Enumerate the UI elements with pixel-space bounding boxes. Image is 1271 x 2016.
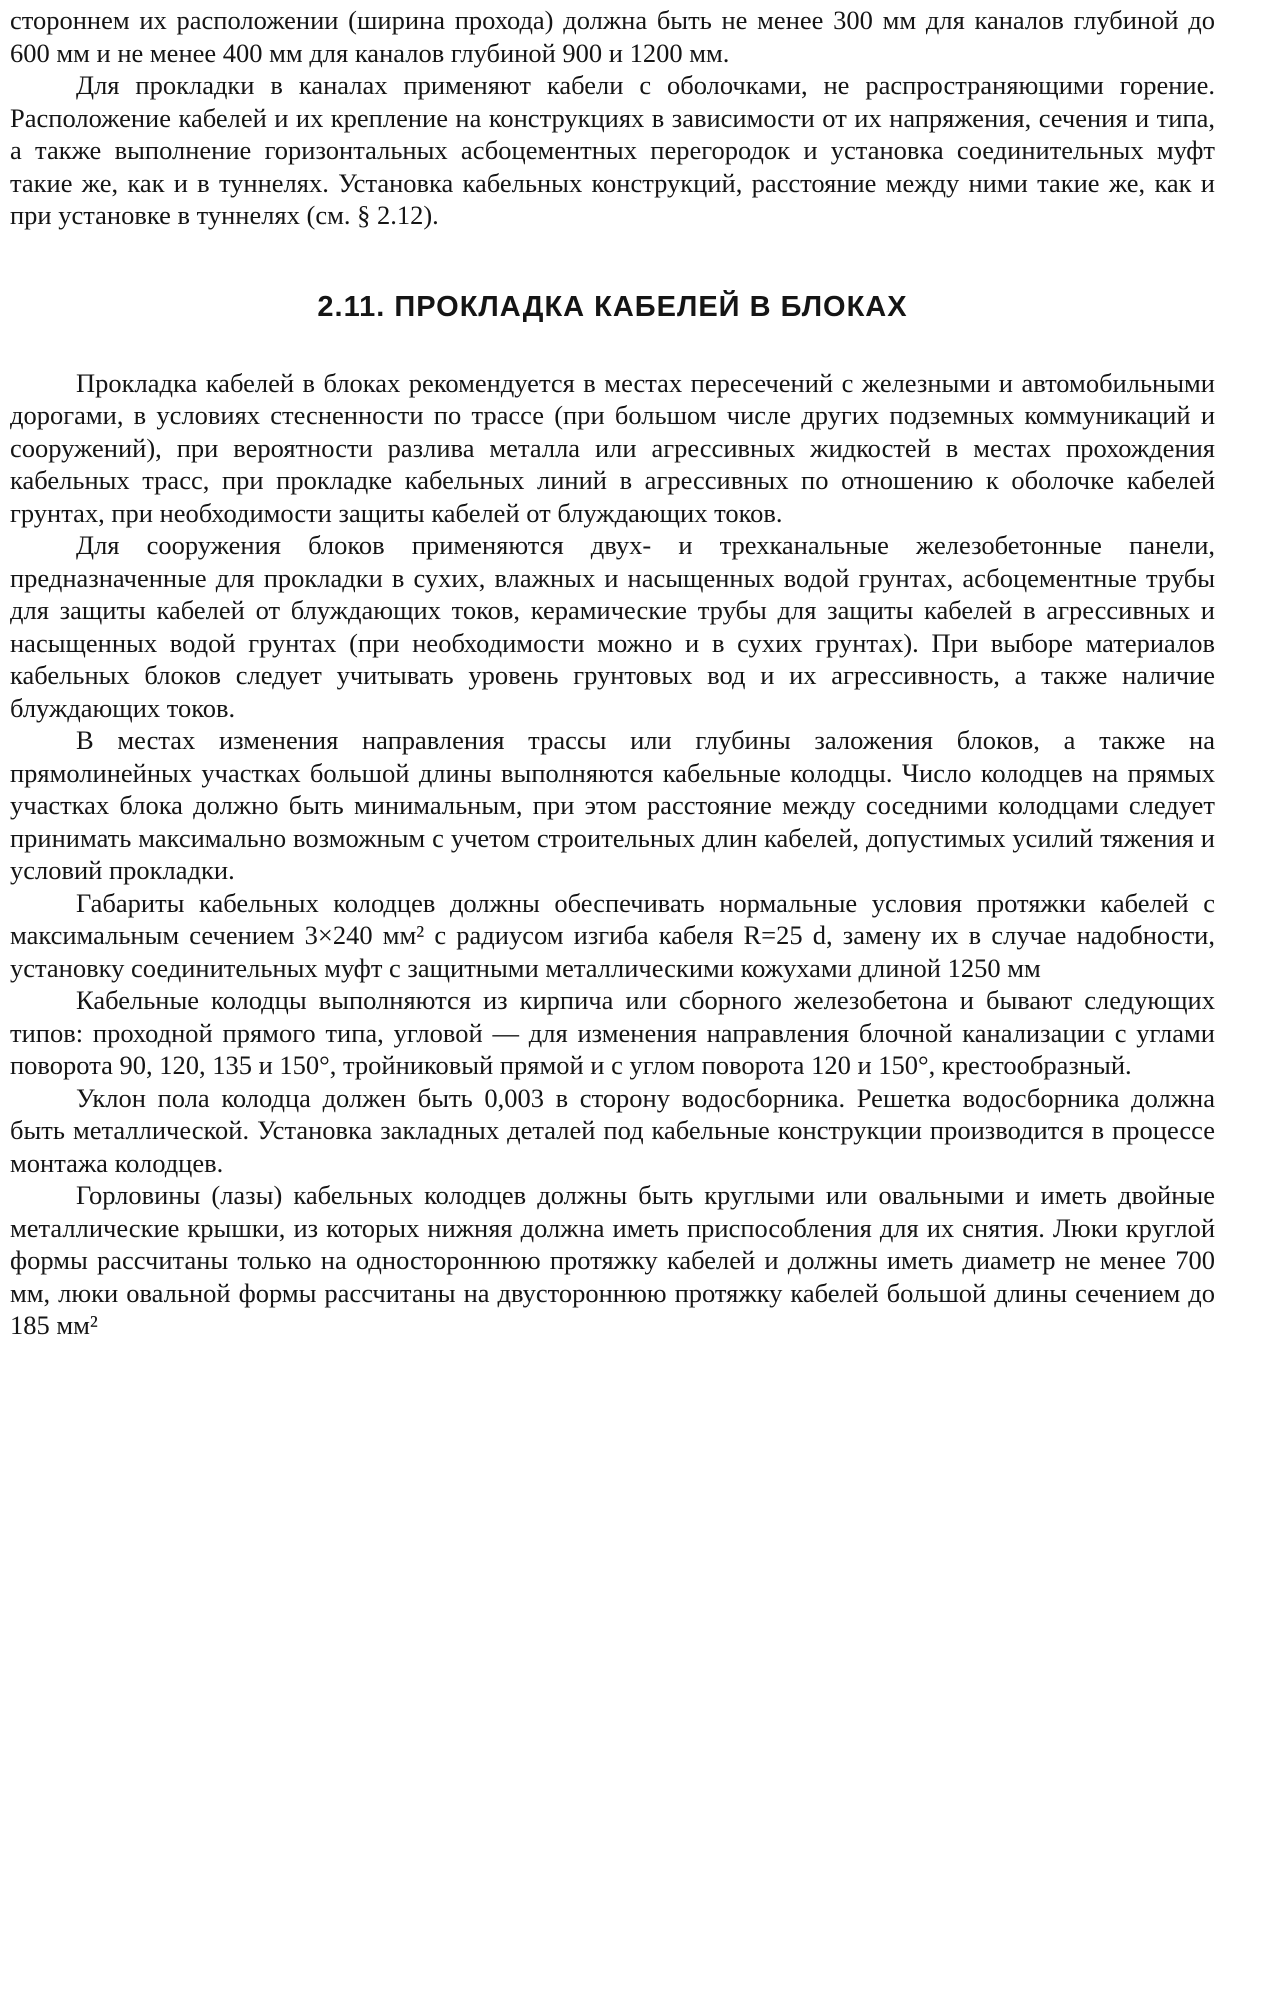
paragraph-continued: стороннем их расположении (ширина прохода) должна быть не менее 300 мм для каналов глубиной до 600 мм и не менее 400 мм для каналов глубиной 900 и 1200 мм.	[10, 5, 1215, 68]
paragraph-manholes: Горловины (лазы) кабельных колодцев должны быть круглыми или овальными и иметь двойные металлические крышки, из которых нижняя должна иметь приспособления для их снятия. Люки круглой формы рассчитаны только на одностороннюю протяжку кабелей и должны иметь диаметр не менее 700 мм, люки овальной формы рассчитаны на двустороннюю протяжку кабелей большой длины сечением до 185 мм²	[10, 1180, 1215, 1340]
paragraph-well-types: Кабельные колодцы выполняются из кирпича или сборного железобетона и бывают следующих типов: проходной прямого типа, угловой — для изменения направления блочной канализации с углами поворота 90, 120, 135 и 150°, тройниковый прямой и с углом поворота 120 и 150°, крестообразный.	[10, 985, 1215, 1080]
paragraph-floor-slope: Уклон пола колодца должен быть 0,003 в сторону водосборника. Решетка водосборника должна быть металлической. Установка закладных деталей под кабельные конструкции производится в процессе монтажа колодцев.	[10, 1082, 1215, 1178]
section-heading: 2.11. ПРОКЛАДКА КАБЕЛЕЙ В БЛОКАХ	[317, 290, 908, 323]
paragraph-block-panels: Для сооружения блоков применяются двух- и трехканальные железобетонные панели, предназначенные для прокладки в сухих, влажных и насыщенных водой грунтах, асбоцементные трубы для защиты кабелей от блуждающих токов, керамические трубы для защиты кабелей в агрессивных и насыщенных водой грунтах (при необходимости можно и в сухих грунтах). При выборе материалов кабельных блоков следует учитывать уровень грунтовых вод и их агрессивность, а также наличие блуждающих токов.	[10, 530, 1215, 723]
paragraph-well-dimensions: Габариты кабельных колодцев должны обеспечивать нормальные условия протяжки кабелей с максимальным сечением 3×240 мм² с радиусом изгиба кабеля R=25 d, замену их в случае надобности, установку соединительных муфт с защитными металлическими кожухами длиной 1250 мм	[10, 887, 1215, 983]
paragraph-cable-wells: В местах изменения направления трассы или глубины заложения блоков, а также на прямолинейных участках большой длины выполняются кабельные колодцы. Число колодцев на прямых участках блока должно быть минимальным, при этом расстояние между соседними колодцами следует принимать максимально возможным с учетом строительных длин кабелей, допустимых усилий тяжения и условий прокладки.	[10, 725, 1215, 885]
paragraph-block-laying: Прокладка кабелей в блоках рекомендуется в местах пересечений с железными и автомобильными дорогами, в условиях стесненности по трассе (при большом числе других подземных коммуникаций и сооружений), при вероятности разлива металла или агрессивных жидкостей в местах прохождения кабельных трасс, при прокладке кабельных линий в агрессивных по отношению к оболочке кабелей грунтах, при необходимости защиты кабелей от блуждающих токов.	[10, 367, 1215, 528]
paragraph-channels-cables: Для прокладки в каналах применяют кабели с оболочками, не распространяющими горение. Расположение кабелей и их крепление на конструкциях в зависимости от их напряжения, сечения и типа, а также выполнение горизонтальных асбоцементных перегородок и установка соединительных муфт такие же, как и в туннелях. Установка кабельных конструкций, расстояние между ними такие же, как и при установке в туннелях (см. § 2.12).	[10, 70, 1215, 230]
